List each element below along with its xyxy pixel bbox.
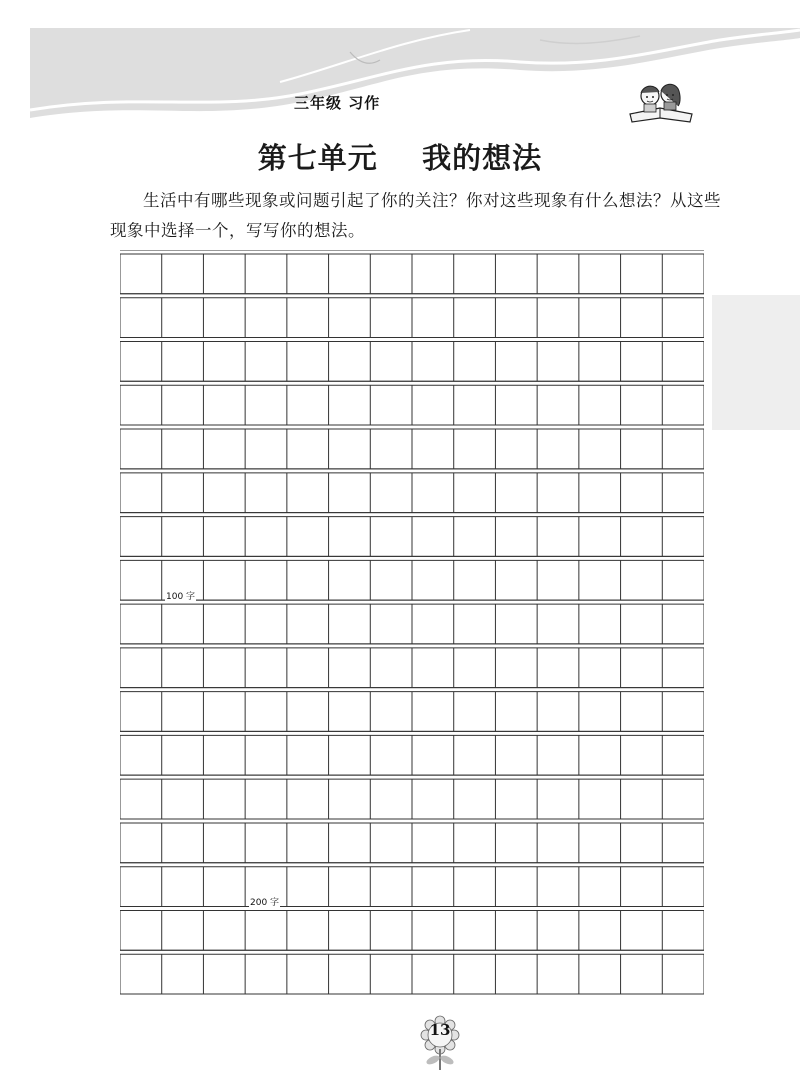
word-count-marker-200: 200 字 (250, 898, 280, 908)
page-number: 13 (429, 1021, 451, 1039)
word-count-marker-100: 100 字 (166, 592, 196, 602)
side-tab (712, 295, 800, 430)
kids-reading-illustration (620, 80, 700, 126)
grade-label: 三年级 习作 (294, 94, 381, 112)
page-title: 第七单元 我的想法 (257, 141, 543, 175)
composition-grid (120, 250, 704, 998)
writing-prompt: 生活中有哪些现象或问题引起了你的关注？你对这些现象有什么想法？从这些现象中选择一个，写写你的想法。 (110, 191, 721, 240)
